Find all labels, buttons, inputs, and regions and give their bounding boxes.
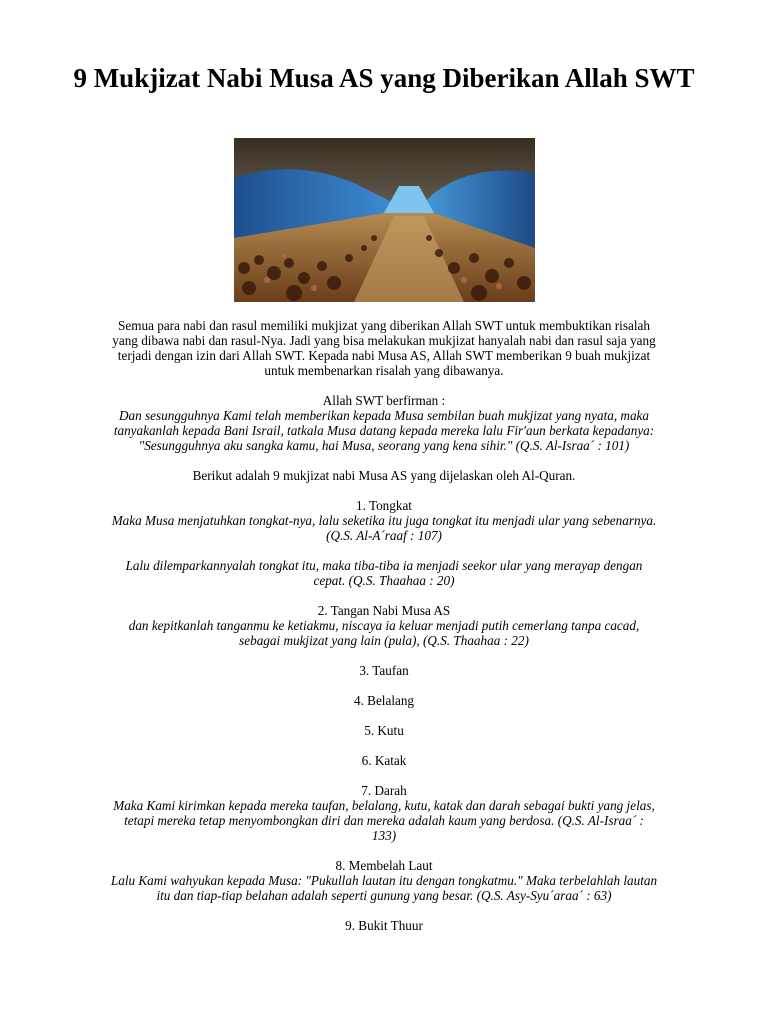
item-verse bbox=[60, 618, 708, 648]
item-heading: 2. Tangan Nabi Musa AS bbox=[317, 603, 451, 618]
item-verse bbox=[60, 558, 708, 588]
verse-line: 133) bbox=[371, 828, 397, 843]
list-intro: Berikut adalah 9 mukjizat nabi Musa AS yang dijelaskan oleh Al-Quran. bbox=[192, 468, 576, 483]
page-title: 9 Mukjizat Nabi Musa AS yang Diberikan Allah SWT bbox=[73, 63, 695, 93]
item-heading: 9. Bukit Thuur bbox=[345, 918, 423, 933]
verse-line: (Q.S. Al-A´raaf : 107) bbox=[326, 528, 442, 543]
intro-line: untuk membenarkan risalah yang dibawanya. bbox=[264, 363, 504, 378]
item-verse bbox=[60, 798, 708, 843]
verse-line: Lalu dilemparkannyalah tongkat itu, maka tiba-tiba ia menjadi seekor ular yang merayap dengan bbox=[125, 558, 643, 573]
verse-line: Maka Musa menjatuhkan tongkat-nya, lalu seketika itu juga tongkat itu menjadi ular yang sebenarnya. bbox=[111, 513, 657, 528]
verse-line: dan kepitkanlah tanganmu ke ketiakmu, niscaya ia keluar menjadi putih cemerlang tanpa cacad, bbox=[128, 618, 640, 633]
verse-line: Maka Kami kirimkan kepada mereka taufan, belalang, kutu, katak dan darah sebagai bukti yang jelas, bbox=[113, 798, 655, 813]
verse-line: sebagai mukjizat yang lain (pula), (Q.S. Thaahaa : 22) bbox=[239, 633, 529, 648]
item-heading: 4. Belalang bbox=[353, 693, 415, 708]
quote-line: "Sesungguhnya aku sangka kamu, hai Musa, seorang yang kena sihir." (Q.S. Al-Israa´ : 101) bbox=[138, 438, 630, 453]
intro-line: yang dibawa nabi dan rasul-Nya. Jadi yang bisa melakukan mukjizat hanyalah nabi dan rasul saja yang bbox=[112, 333, 656, 348]
verse-line: Lalu Kami wahyukan kepada Musa: "Pukullah lautan itu dengan tongkatmu." Maka terbelahlah lautan bbox=[110, 873, 658, 888]
intro-line: Semua para nabi dan rasul memiliki mukjizat yang diberikan Allah SWT untuk membuktikan risalah bbox=[118, 318, 650, 333]
verse-line: cepat. (Q.S. Thaahaa : 20) bbox=[313, 573, 455, 588]
item-verse bbox=[60, 873, 708, 903]
quote-intro: Allah SWT berfirman : bbox=[322, 393, 446, 408]
item-heading: 3. Taufan bbox=[359, 663, 409, 678]
item-heading: 1. Tongkat bbox=[356, 498, 412, 513]
hero-image bbox=[234, 138, 535, 302]
verse-line: tetapi mereka tetap menyombongkan diri dan mereka adalah kaum yang berdosa. (Q.S. Al-Israa´ : bbox=[124, 813, 644, 828]
quote-verse bbox=[60, 408, 708, 453]
item-heading: 6. Katak bbox=[361, 753, 407, 768]
item-verse bbox=[60, 513, 708, 543]
item-heading: 5. Kutu bbox=[364, 723, 404, 738]
intro-line: terjadi dengan izin dari Allah SWT. Kepada nabi Musa AS, Allah SWT memberikan 9 buah mukjizat bbox=[117, 348, 651, 363]
document-body bbox=[60, 318, 708, 933]
parting-sea-illustration bbox=[234, 138, 535, 302]
intro-paragraph bbox=[60, 318, 708, 378]
item-heading: 7. Darah bbox=[361, 783, 407, 798]
quote-line: tanyakanlah kepada Bani Israil, tatkala Musa datang kepada mereka lalu Fir'aun berkata kepadanya: bbox=[113, 423, 655, 438]
item-heading: 8. Membelah Laut bbox=[335, 858, 433, 873]
verse-line: itu dan tiap-tiap belahan adalah seperti gunung yang besar. (Q.S. Asy-Syu´araa´ : 63) bbox=[156, 888, 612, 903]
quote-line: Dan sesungguhnya Kami telah memberikan kepada Musa sembilan buah mukjizat yang nyata, maka bbox=[119, 408, 649, 423]
